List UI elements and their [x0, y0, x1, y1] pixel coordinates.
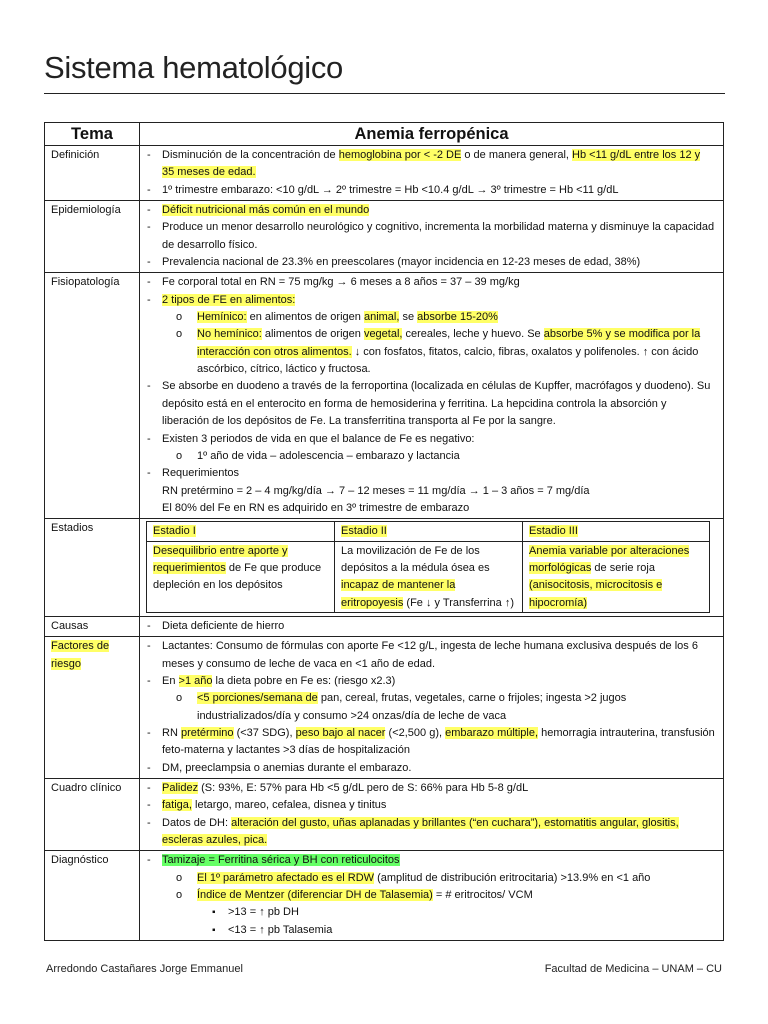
- stage-header: [335, 522, 523, 541]
- list-item: - Fe corporal total en RN = 75 mg/kg → 6 meses a 8 años = 37 – 39 mg/kg: [144, 274, 715, 291]
- text: pan, cereal, frutas, vegetales, carne o frijoles; ingesta >2 jugos industrializados/día y consumo >24 onzas/día de leche de vaca: [197, 692, 627, 722]
- text: hemorragia intrauterina, transfusión feto-materna y lactantes >3 días de hospitalización: [162, 727, 715, 757]
- row-fisiopatologia: [45, 273, 724, 519]
- highlight: Déficit nutricional más común en el mundo: [162, 204, 370, 217]
- highlight: incapaz de mantener la eritropoyesis: [341, 579, 456, 609]
- text: La movilización de Fe de los depósitos a la médula ósea es: [341, 544, 490, 574]
- list-item: [144, 292, 715, 309]
- title-divider: [44, 93, 725, 94]
- row-diagnostico: [45, 851, 724, 941]
- list-item: - Se absorbe en duodeno a través de la ferroportina (localizada en células de Kupffer, macrófagos y duodeno). Su depósito está en el enterocito en forma de hemosiderina y ferritina. La hepcidina controla la absorción y liberación de los depósitos de Fe. La transferritina transporta al Fe por la sangre.: [144, 378, 715, 430]
- row-content: [140, 146, 724, 201]
- list-item: - 1º trimestre embarazo: <10 g/dL → 2º trimestre = Hb <10.4 g/dL → 3º trimestre = Hb <11 g/dL: [144, 182, 715, 199]
- highlight: Hb <11 g/dL entre los 12 y 35 meses de edad.: [162, 149, 701, 179]
- stage-description: [335, 541, 523, 612]
- highlight: Índice de Mentzer (diferenciar DH de Talasemia): [197, 889, 433, 902]
- text: ↓ con fosfatos, fitatos, calcio, fibras, oxalatos y polifenoles. ↑ con ácido ascórbico, cítrico, láctico y fructosa.: [197, 345, 699, 376]
- highlight: alteración del gusto, uñas aplanadas y brillantes (“en cuchara”), estomatitis angular, glositis, escleras azules, pica.: [162, 816, 679, 847]
- highlight: Anemia variable por alteraciones morfológicas: [529, 544, 690, 574]
- text: (S: 93%, E: 57% para Hb <5 g/dL pero de S: 66% para Hb 5-8 g/dL: [198, 782, 529, 795]
- highlight: 2 tipos de FE en alimentos:: [162, 293, 296, 306]
- sub-list-item: [144, 887, 715, 904]
- row-causas: [45, 616, 724, 636]
- sub-list-item: [144, 309, 715, 326]
- text: alimentos de origen: [261, 328, 364, 341]
- row-cuadro-clinico: [45, 779, 724, 851]
- text: la dieta pobre en Fe es: (riesgo x2.3): [212, 674, 396, 687]
- highlight: No hemínico:: [197, 328, 262, 341]
- row-factores-de-riesgo: [45, 637, 724, 779]
- text: (Fe ↓ y Transferrina ↑): [403, 596, 514, 609]
- text: letargo, mareo, cefalea, disnea y tinitus: [191, 799, 387, 812]
- row-content: [140, 637, 724, 779]
- text: En: [162, 674, 179, 687]
- sub-list-item: [144, 326, 715, 378]
- list-text: El 80% del Fe en RN es adquirido en 3º trimestre de embarazo: [162, 501, 470, 514]
- row-content: [140, 273, 724, 519]
- list-item: - Dieta deficiente de hierro: [144, 618, 715, 635]
- stage-description: [523, 541, 710, 612]
- bullet-item: ▪ >13 = ↑ pb DH: [144, 904, 715, 921]
- bullet-item: ▪ <13 = ↑ pb Talasemia: [144, 922, 715, 939]
- row-estadios: [45, 519, 724, 617]
- highlight-green: Tamizaje = Ferritina sérica y BH con reticulocitos: [162, 854, 400, 867]
- stages-table: [146, 521, 710, 613]
- row-label: Cuadro clínico: [45, 779, 140, 851]
- list-item: - Produce un menor desarrollo neurológico y cognitivo, incrementa la morbilidad materna y disminuye la capacidad de desarrollo físico.: [144, 219, 715, 254]
- table-header-row: [45, 123, 724, 146]
- text: se: [399, 311, 418, 324]
- row-label: Fisiopatología: [45, 273, 140, 519]
- text: = # eritrocitos/ VCM: [432, 889, 533, 902]
- row-content: [140, 616, 724, 636]
- highlight: Factores de riesgo: [51, 640, 110, 670]
- row-content: [140, 851, 724, 941]
- highlight: (anisocitosis, microcitosis e hipocromía): [529, 579, 663, 609]
- highlight: hemoglobina por < -2 DE: [338, 149, 462, 161]
- highlight: peso bajo al nacer: [295, 727, 386, 739]
- text: RN: [162, 727, 181, 739]
- row-definicion: [45, 146, 724, 201]
- list-item: [144, 780, 715, 797]
- highlight: Estadio II: [341, 525, 387, 538]
- list-item: - Prevalencia nacional de 23.3% en preescolares (mayor incidencia en 12-23 meses de edad, 38%): [144, 254, 715, 271]
- text: Datos de DH:: [162, 816, 232, 829]
- row-label: [45, 637, 140, 779]
- text: de serie roja: [591, 561, 655, 574]
- highlight: absorbe 15-20%: [417, 311, 498, 324]
- row-content: [140, 779, 724, 851]
- list-item: [144, 852, 715, 869]
- list-item: - Lactantes: Consumo de fórmulas con aporte Fe <12 g/L, ingesta de leche humana exclusiva después de los 6 meses y consumo de leche de vaca en <1 año de edad.: [144, 638, 715, 673]
- text: en alimentos de origen: [246, 311, 364, 324]
- stages-body-row: [147, 541, 710, 612]
- highlight: El 1º parámetro afectado es el RDW: [197, 871, 375, 884]
- text: (<2,500 g),: [385, 727, 446, 739]
- highlight: >1 año: [178, 674, 213, 687]
- list-item: - DM, preeclampsia o anemias durante el embarazo.: [144, 760, 715, 777]
- text: (amplitud de distribución eritrocitaria) >13.9% en <1 año: [374, 871, 651, 884]
- stages-header-row: [147, 522, 710, 541]
- row-label: Definición: [45, 146, 140, 201]
- stage-header: [523, 522, 710, 541]
- highlight: pretérmino: [180, 727, 234, 739]
- list-item: [144, 797, 715, 814]
- footer-institution: Facultad de Medicina – UNAM – CU: [544, 963, 722, 975]
- sub-list-item: o 1º año de vida – adolescencia – embarazo y lactancia: [144, 448, 715, 465]
- text: Disminución de la concentración de: [162, 149, 339, 161]
- row-content: [140, 201, 724, 273]
- text: cereales, leche y huevo. Se: [402, 328, 544, 341]
- highlight: Estadio III: [529, 525, 578, 538]
- page-title: Sistema hematológico: [44, 50, 343, 85]
- list-item: [144, 147, 715, 182]
- list-item: [144, 202, 715, 219]
- highlight: Desequilibrio entre aporte y requerimientos: [153, 544, 288, 574]
- row-label: Epidemiología: [45, 201, 140, 273]
- summary-table: [44, 122, 724, 941]
- highlight: vegetal,: [363, 328, 403, 341]
- stage-header: [147, 522, 335, 541]
- highlight: <5 porciones/semana de: [197, 692, 318, 705]
- footer-author: Arredondo Castañares Jorge Emmanuel: [46, 963, 243, 975]
- highlight: Palidez: [162, 782, 199, 795]
- row-label: Diagnóstico: [45, 851, 140, 941]
- column-header-tema: Tema: [45, 123, 140, 146]
- text: o de manera general,: [461, 149, 573, 161]
- row-epidemiologia: [45, 201, 724, 273]
- text: de Fe que produce depleción en los depósitos: [153, 561, 322, 592]
- highlight: absorbe 5% y se modifica por la interacción con otros alimentos.: [197, 328, 701, 358]
- highlight: embarazo múltiple,: [445, 727, 539, 739]
- list-text: RN pretérmino = 2 – 4 mg/kg/día → 7 – 12 meses = 11 mg/día → 1 – 3 años = 7 mg/día: [162, 484, 590, 497]
- row-label: Estadios: [45, 519, 140, 617]
- row-label: Causas: [45, 616, 140, 636]
- highlight: Estadio I: [153, 525, 196, 538]
- text: (<37 SDG),: [233, 727, 296, 739]
- row-content: [140, 519, 724, 617]
- highlight: animal,: [363, 311, 400, 324]
- sub-list-item: [144, 870, 715, 887]
- sub-list-item: [144, 690, 715, 725]
- highlight: Hemínico:: [197, 311, 247, 324]
- list-item: [144, 815, 715, 850]
- list-item: [144, 725, 715, 760]
- list-item: - Existen 3 periodos de vida en que el balance de Fe es negativo:: [144, 431, 715, 448]
- stage-description: [147, 541, 335, 612]
- list-item: - Requerimientos: [144, 465, 715, 482]
- column-header-topic: Anemia ferropénica: [140, 123, 724, 146]
- highlight: fatiga,: [162, 799, 192, 812]
- list-item: [144, 673, 715, 690]
